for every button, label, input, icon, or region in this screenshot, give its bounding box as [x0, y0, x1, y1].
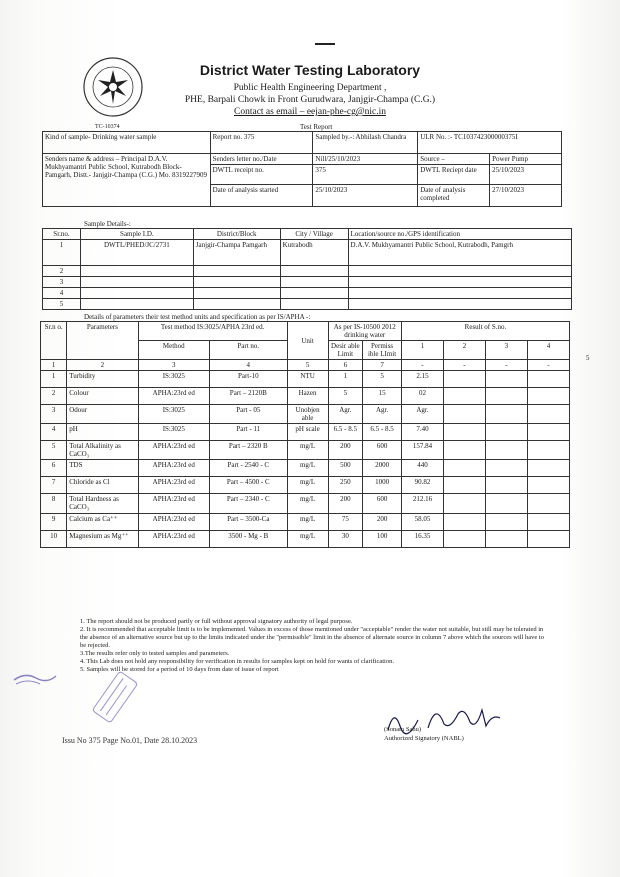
report-no: Report no. 375 [210, 132, 313, 154]
contact-email: Contact as email – eejan-phe-cg@nic.in [234, 107, 386, 117]
signatory-name: (Sonam Sahu) [384, 726, 422, 733]
cell: APHA:23rd ed [138, 388, 209, 405]
result-col-header: 5 [586, 354, 590, 362]
cell [527, 460, 569, 477]
cell: NTU [287, 371, 328, 388]
note: 3.The results refer only to tested samples and parameters. [80, 649, 230, 657]
cell: 100 [363, 530, 402, 547]
cell: Agr. [363, 405, 402, 424]
letter-no-value: Nill/25/10/2023 [313, 154, 418, 165]
cell: 02 [401, 388, 443, 405]
source-value: Power Pump [490, 154, 562, 165]
cell: 212.16 [401, 494, 443, 513]
report-notes [80, 618, 550, 673]
cell: 1 [328, 371, 363, 388]
parameters-table [40, 321, 570, 548]
dwtl-date-value: 25/10/2023 [490, 165, 562, 185]
cell: APHA:23rd ed [138, 494, 209, 513]
note: 1. The report should not be produced partly or full without approval signatory authority of legal purpose. [80, 618, 353, 625]
cell [485, 424, 527, 441]
col-header-test-method: Test method IS:3025/APHA 23rd ed. [138, 322, 287, 341]
cell: 5 [328, 388, 363, 405]
report-info-table [42, 131, 562, 207]
cell: - [485, 360, 527, 371]
cell: 75 [328, 513, 363, 530]
signature [378, 700, 518, 740]
cell: Part – 4500 - C [209, 477, 287, 494]
cell: Turbidity [67, 371, 138, 388]
cell: DWTL/PHED/JC/2731 [80, 240, 193, 266]
cell [527, 388, 569, 405]
cell [485, 371, 527, 388]
parameter-row [41, 405, 570, 424]
cell: Part – 2320 B [209, 441, 287, 460]
cell: 200 [328, 441, 363, 460]
cell: 5 [363, 371, 402, 388]
cell [443, 477, 485, 494]
cell: 10 [41, 530, 67, 547]
cell [443, 513, 485, 530]
cell: 30 [328, 530, 363, 547]
cell [485, 494, 527, 513]
cell [443, 441, 485, 460]
issue-line: Issu No 375 Page No.01, Date 28.10.2023 [62, 736, 198, 745]
sampled-by: Sampled by.-: Abhilash Chandra [313, 132, 418, 154]
cell: 3 [138, 360, 209, 371]
result-col-header: 3 [485, 341, 527, 360]
cell: 2 [43, 266, 81, 277]
cell: Chloride as Cl [67, 477, 138, 494]
cell: Part - 2540 - C [209, 460, 287, 477]
cell: 3 [41, 405, 67, 424]
cell: Agr. [328, 405, 363, 424]
col-header-permissible: Permiss ible LImit [363, 341, 402, 360]
signatory-role: Authorized Signatory (NABL) [384, 735, 464, 742]
test-report-label: Test Report [300, 123, 333, 131]
cell [443, 530, 485, 547]
cell: Kutrabodh [280, 240, 348, 266]
parameter-row [41, 530, 570, 547]
cell [527, 441, 569, 460]
analysis-done-value: 27/10/2023 [490, 185, 562, 207]
parameter-row [41, 477, 570, 494]
cell [443, 494, 485, 513]
kind-of-sample: Kind of sample- Drinking water sample [43, 132, 211, 154]
parameters-caption: Details of parameters their test method units and specification as per IS/APHA -: [84, 313, 311, 321]
header-dash [315, 43, 335, 45]
sample-row [43, 277, 572, 288]
letter-no-label: Senders letter no./Date [210, 154, 313, 165]
cell: 6.5 - 8.5 [328, 424, 363, 441]
parameter-row [41, 371, 570, 388]
cell: - [443, 360, 485, 371]
cell: mg/L [287, 513, 328, 530]
cell [485, 405, 527, 424]
parameter-row [41, 441, 570, 460]
cell: Part - 11 [209, 424, 287, 441]
analysis-start-value: 25/10/2023 [313, 185, 418, 207]
address-line: PHE, Barpali Chowk in Front Gurudwara, Janjgir-Champa (C.G.) [184, 95, 436, 105]
sample-header: District/Block [193, 229, 280, 240]
cell [485, 530, 527, 547]
cell: Part – 3500-Ca [209, 513, 287, 530]
col-header-srno: Sr.n o. [41, 322, 67, 360]
cell: D.A.V. Mukhyamantri Public School, Kutrabodh, Pamgrh [348, 240, 571, 266]
cell: Part – 2340 - C [209, 494, 287, 513]
cell: Magnesium as Mg⁺⁺ [67, 530, 138, 547]
ulr-no: ULR No. :- TC103742300000375I [418, 132, 562, 154]
cell: mg/L [287, 530, 328, 547]
sample-row [43, 240, 572, 266]
cell: Calcium as Ca⁺⁺ [67, 513, 138, 530]
cell: 2000 [363, 460, 402, 477]
parameter-row [41, 388, 570, 405]
note: 2. It is recommended that acceptable limit is to be implemented. Values in excess of those mentioned under "acceptable" render the water not suitable, but still may be tolerated in the absence of an alternative source but up to the limits indicated under the "permissible" limit in the absence of alternate source in column 7 above which the sources will have to be rejected. [80, 625, 544, 649]
cell [485, 388, 527, 405]
cell: pH scale [287, 424, 328, 441]
cell: Part-10 [209, 371, 287, 388]
cell: 157.84 [401, 441, 443, 460]
cell: 5 [43, 299, 81, 310]
cell: mg/L [287, 477, 328, 494]
cell: 58.05 [401, 513, 443, 530]
cell: - [527, 360, 569, 371]
cell: Colour [67, 388, 138, 405]
col-header-result: Result of S.no. [401, 322, 569, 341]
note: 4. This Lab does not hold any responsibility for verification in results for samples kept on hold for wants of clarification. [80, 657, 394, 665]
cell: 7 [41, 477, 67, 494]
cell: APHA:23rd ed [138, 513, 209, 530]
cell: 5 [41, 441, 67, 460]
index-row [41, 360, 570, 371]
cell [485, 513, 527, 530]
cell [443, 371, 485, 388]
parameter-row [41, 513, 570, 530]
cell: 4 [209, 360, 287, 371]
cell: 250 [328, 477, 363, 494]
cell: 440 [401, 460, 443, 477]
dwtl-receipt-value: 375 [313, 165, 418, 185]
sample-row [43, 266, 572, 277]
cell: mg/L [287, 494, 328, 513]
cell: Part - 05 [209, 405, 287, 424]
cell: 3500 - Mg - B [209, 530, 287, 547]
cell [443, 424, 485, 441]
cell: Agr. [401, 405, 443, 424]
cell: pH [67, 424, 138, 441]
sample-header: City / Village [280, 229, 348, 240]
cell: 600 [363, 441, 402, 460]
cell [527, 494, 569, 513]
sample-header: Location/source no./GPS identification [348, 229, 571, 240]
cell: 600 [363, 494, 402, 513]
lab-title: District Water Testing Laboratory [199, 62, 421, 78]
col-header-part: Part no. [209, 341, 287, 360]
cell: Unobjen able [287, 405, 328, 424]
cell: 4 [43, 288, 81, 299]
cell [443, 460, 485, 477]
cell: 500 [328, 460, 363, 477]
cell: 6 [41, 460, 67, 477]
sample-header: Sr.no. [43, 229, 81, 240]
col-header-parameters: Parameters [67, 322, 138, 360]
sample-row [43, 299, 572, 310]
result-col-header: 2 [443, 341, 485, 360]
cell [527, 477, 569, 494]
source-label: Source – [418, 154, 490, 165]
cell: 9 [41, 513, 67, 530]
cell: 4 [41, 424, 67, 441]
cell: - [401, 360, 443, 371]
sample-details-table [42, 228, 572, 310]
cell: 200 [328, 494, 363, 513]
cell: APHA:23rd ed [138, 441, 209, 460]
col-header-spec: As per IS-10500 2012 drinking water [328, 322, 401, 341]
cell: 16.35 [401, 530, 443, 547]
logo-code: TC-10374 [95, 124, 120, 130]
cell: APHA:23rd ed [138, 460, 209, 477]
cell [527, 405, 569, 424]
lab-stamp [85, 668, 145, 726]
cell: IS:3025 [138, 371, 209, 388]
cell [527, 513, 569, 530]
cell [485, 460, 527, 477]
analysis-start-label: Date of analysis started [210, 185, 313, 207]
cell: APHA:23rd ed [138, 477, 209, 494]
col-header-method: Method [138, 341, 209, 360]
cell: APHA:23rd ed [138, 530, 209, 547]
parameter-row [41, 494, 570, 513]
cell: 6.5 - 8.5 [363, 424, 402, 441]
cell: Part – 2120B [209, 388, 287, 405]
cell: 1 [43, 240, 81, 266]
lab-logo-icon [82, 56, 144, 118]
cell: 15 [363, 388, 402, 405]
cell: 2.15 [401, 371, 443, 388]
cell: 2 [67, 360, 138, 371]
cell: Hazen [287, 388, 328, 405]
cell [485, 441, 527, 460]
cell: Total Hardness as CaCO₃ [67, 494, 138, 513]
result-col-header: 4 [527, 341, 569, 360]
parameter-row [41, 460, 570, 477]
col-header-unit: Unit [287, 322, 328, 360]
cell: 1000 [363, 477, 402, 494]
result-col-header: 1 [401, 341, 443, 360]
cell: Total Alkalinity as CaCO₃ [67, 441, 138, 460]
cell: 7 [363, 360, 402, 371]
cell: TDS [67, 460, 138, 477]
col-header-desirable: Desir able Limit [328, 341, 363, 360]
cell: 3 [43, 277, 81, 288]
cell [527, 371, 569, 388]
cell: 1 [41, 360, 67, 371]
cell [443, 405, 485, 424]
cell: IS:3025 [138, 405, 209, 424]
cell: mg/L [287, 460, 328, 477]
cell: IS:3025 [138, 424, 209, 441]
cell: 2 [41, 388, 67, 405]
cell: 200 [363, 513, 402, 530]
cell [527, 424, 569, 441]
dwtl-receipt-label: DWTL receipt no. [210, 165, 313, 185]
cell: Janjgir-Champa Pamgarh [193, 240, 280, 266]
sample-header: Sample I.D. [80, 229, 193, 240]
senders-address: Senders name & address – Principal D.A.V. Mukhyamantri Public School, Kutrabodh Block- Pamgarh, Distt.- Janjgir-Champa (C.G.) Mo. 8319227909 [43, 154, 211, 207]
parameter-row [41, 424, 570, 441]
cell [443, 388, 485, 405]
dwtl-date-label: DWTL Reciept date [418, 165, 490, 185]
stamp-mark [10, 662, 60, 692]
department-line: Public Health Engineering Department , [233, 83, 387, 93]
sample-row [43, 288, 572, 299]
cell: mg/L [287, 441, 328, 460]
cell: 7.40 [401, 424, 443, 441]
analysis-done-label: Date of analysis completed [418, 185, 490, 207]
cell: 6 [328, 360, 363, 371]
cell [485, 477, 527, 494]
cell: 8 [41, 494, 67, 513]
cell [527, 530, 569, 547]
sample-details-caption: Sample Details-: [84, 220, 131, 228]
cell: Odour [67, 405, 138, 424]
cell: 5 [287, 360, 328, 371]
cell: 1 [41, 371, 67, 388]
note: 5. Samples will be stored for a period of 10 days from date of issue of report [80, 665, 279, 673]
cell: 90.82 [401, 477, 443, 494]
